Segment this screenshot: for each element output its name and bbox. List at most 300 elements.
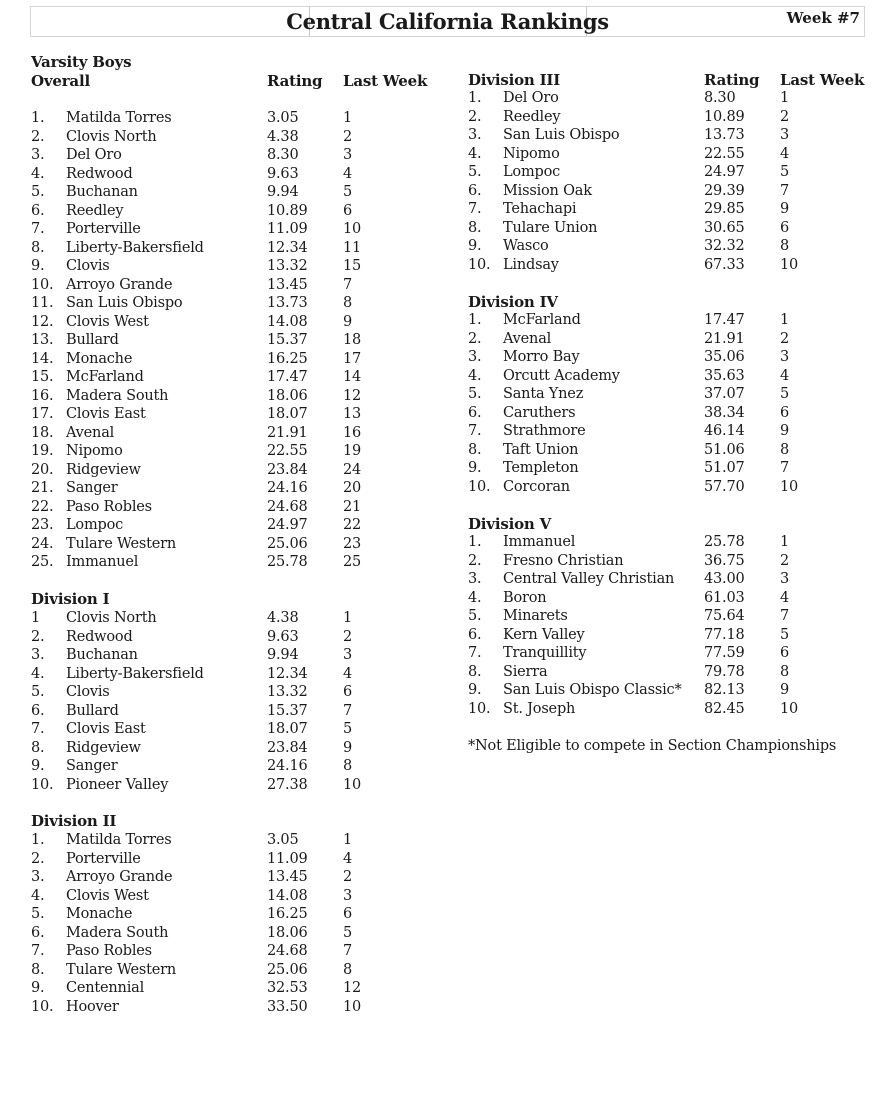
last-week-cell: 3 [780, 571, 790, 587]
team-name-cell: Clovis [66, 684, 110, 700]
team-name-cell: Nipomo [503, 145, 560, 162]
rank-cell: 10. [468, 700, 491, 717]
table-row [31, 758, 451, 777]
team-name-cell: Clovis North [66, 128, 157, 145]
table-row [31, 703, 451, 722]
team-name-cell: Tehachapi [503, 201, 577, 217]
column-header-last-week: Last Week [780, 71, 865, 89]
last-week-cell: 13 [343, 406, 362, 422]
rank-cell: 1. [468, 534, 482, 550]
last-week-cell: 21 [343, 498, 362, 515]
rank-cell: 4. [31, 665, 45, 682]
rank-cell: 7. [31, 721, 45, 737]
table-row [31, 351, 451, 370]
rating-cell: 37.07 [704, 386, 745, 402]
title-banner [30, 6, 865, 37]
team-name-cell: Clovis West [66, 887, 149, 904]
team-name-cell: Caruthers [503, 404, 576, 421]
table-row [468, 331, 888, 350]
rating-cell: 24.16 [267, 480, 308, 496]
rank-cell: 19. [31, 443, 54, 459]
rating-cell: 30.65 [704, 219, 745, 236]
rating-cell: 17.47 [704, 312, 745, 328]
table-row [31, 332, 451, 351]
rating-cell: 27.38 [267, 776, 308, 793]
rank-cell: 4. [31, 887, 45, 904]
team-name-cell: Paso Robles [66, 498, 152, 515]
table-row [468, 645, 888, 664]
rank-cell: 14. [31, 350, 54, 367]
team-name-cell: Lompoc [66, 517, 124, 533]
rank-cell: 17. [31, 406, 54, 422]
rank-cell: 5. [468, 608, 482, 624]
last-week-cell: 4 [780, 589, 790, 606]
team-name-cell: Tulare Western [66, 535, 177, 552]
last-week-cell: 10 [780, 700, 799, 717]
team-name-cell: Tulare Western [66, 961, 177, 978]
table-row [31, 721, 451, 740]
last-week-cell: 7 [780, 182, 790, 199]
last-week-cell: 2 [343, 128, 353, 145]
last-week-cell: 1 [780, 90, 790, 106]
team-name-cell: Arroyo Grande [66, 869, 173, 885]
team-name-cell: Madera South [66, 924, 169, 941]
rating-cell: 46.14 [704, 423, 745, 439]
rating-cell: 24.97 [267, 517, 308, 533]
table-row [31, 277, 451, 296]
table-row [31, 129, 451, 148]
rank-cell: 2. [31, 128, 45, 145]
rating-cell: 8.30 [704, 90, 736, 106]
rating-cell: 77.59 [704, 645, 745, 661]
table-row [468, 701, 888, 720]
table-row [468, 442, 888, 461]
last-week-cell: 9 [343, 739, 353, 756]
team-name-cell: San Luis Obispo [66, 295, 183, 311]
team-name-cell: San Luis Obispo [503, 127, 620, 143]
last-week-cell: 18 [343, 332, 362, 348]
rating-cell: 43.00 [704, 571, 745, 587]
table-row [31, 629, 451, 648]
team-name-cell: Santa Ynez [503, 386, 584, 402]
rating-cell: 9.94 [267, 184, 299, 200]
last-week-cell: 12 [343, 980, 362, 996]
team-name-cell: Ridgeview [66, 739, 141, 756]
table-row [468, 571, 888, 590]
last-week-cell: 1 [343, 832, 353, 848]
last-week-cell: 19 [343, 443, 362, 459]
rating-cell: 23.84 [267, 461, 308, 478]
table-row [468, 405, 888, 424]
last-week-cell: 3 [780, 349, 790, 365]
table-row [31, 999, 451, 1018]
team-name-cell: Porterville [66, 221, 141, 237]
rating-cell: 51.07 [704, 460, 745, 476]
table-row [468, 109, 888, 128]
rank-cell: 3. [468, 571, 482, 587]
last-week-cell: 12 [343, 387, 362, 404]
last-week-cell: 1 [780, 534, 790, 550]
table-row [31, 684, 451, 703]
team-name-cell: Sierra [503, 663, 548, 680]
team-name-cell: Sanger [66, 758, 118, 774]
team-name-cell: Central Valley Christian [503, 571, 675, 587]
rank-cell: 5. [468, 386, 482, 402]
table-row [31, 184, 451, 203]
last-week-cell: 8 [343, 295, 353, 311]
team-name-cell: Immanuel [503, 534, 576, 550]
table-row [31, 962, 451, 981]
team-name-cell: Porterville [66, 850, 141, 867]
table-row [31, 832, 451, 851]
team-name-cell: Buchanan [66, 647, 138, 663]
last-week-cell: 9 [780, 682, 790, 698]
rating-cell: 18.07 [267, 721, 308, 737]
rating-cell: 24.16 [267, 758, 308, 774]
table-row [468, 312, 888, 331]
rating-cell: 22.55 [704, 145, 745, 162]
rank-cell: 4. [31, 165, 45, 182]
last-week-cell: 5 [343, 184, 353, 200]
rating-cell: 13.32 [267, 258, 308, 274]
rating-cell: 67.33 [704, 256, 745, 273]
rank-cell: 6. [31, 924, 45, 941]
last-week-cell: 11 [343, 239, 362, 256]
rank-cell: 2. [31, 628, 45, 645]
rank-cell: 3. [31, 869, 45, 885]
rating-cell: 24.97 [704, 164, 745, 180]
table-row [468, 460, 888, 479]
rating-cell: 3.05 [267, 832, 299, 848]
table-row [31, 647, 451, 666]
last-week-cell: 3 [343, 147, 353, 163]
rating-cell: 57.70 [704, 478, 745, 495]
table-row [31, 147, 451, 166]
rating-cell: 18.06 [267, 924, 308, 941]
table-row [468, 164, 888, 183]
table-row [31, 221, 451, 240]
rank-cell: 5. [31, 184, 45, 200]
table-row [31, 517, 451, 536]
team-name-cell: Ridgeview [66, 461, 141, 478]
rank-cell: 24. [31, 535, 54, 552]
team-name-cell: Reedley [503, 108, 561, 125]
table-row [468, 368, 888, 387]
table-row [31, 777, 451, 796]
last-week-cell: 2 [343, 869, 353, 885]
rating-cell: 25.06 [267, 535, 308, 552]
last-week-cell: 3 [343, 647, 353, 663]
rank-cell: 1. [31, 110, 45, 126]
team-name-cell: McFarland [66, 369, 144, 385]
rating-cell: 32.53 [267, 980, 308, 996]
table-row [468, 664, 888, 683]
rank-cell: 1. [468, 90, 482, 106]
column-header-rating: Rating [267, 72, 323, 90]
rank-cell: 3. [31, 147, 45, 163]
table-row [468, 682, 888, 701]
rating-cell: 21.91 [704, 330, 745, 347]
team-name-cell: Strathmore [503, 423, 586, 439]
last-week-cell: 2 [780, 108, 790, 125]
table-row [31, 425, 451, 444]
table-row [31, 980, 451, 999]
last-week-cell: 25 [343, 554, 362, 570]
team-name-cell: Morro Bay [503, 349, 580, 365]
rank-cell: 10. [31, 776, 54, 793]
table-row [468, 590, 888, 609]
table-row [31, 388, 451, 407]
team-name-cell: Redwood [66, 165, 133, 182]
table-row [468, 627, 888, 646]
last-week-cell: 7 [343, 943, 353, 959]
last-week-cell: 7 [780, 608, 790, 624]
table-row [468, 608, 888, 627]
rating-cell: 14.08 [267, 887, 308, 904]
table-row [31, 666, 451, 685]
last-week-cell: 7 [780, 460, 790, 476]
team-name-cell: Monache [66, 350, 133, 367]
rank-cell: 2. [468, 108, 482, 125]
table-row [468, 534, 888, 553]
footnote: *Not Eligible to compete in Section Championships [468, 738, 837, 754]
rank-cell: 25. [31, 554, 54, 570]
team-name-cell: Arroyo Grande [66, 276, 173, 293]
rank-cell: 9. [468, 682, 482, 698]
last-week-cell: 3 [343, 887, 353, 904]
team-name-cell: Fresno Christian [503, 552, 624, 569]
last-week-cell: 10 [780, 478, 799, 495]
rating-cell: 61.03 [704, 589, 745, 606]
team-name-cell: Templeton [503, 460, 579, 476]
rank-cell: 8. [468, 219, 482, 236]
rank-cell: 2. [468, 330, 482, 347]
last-week-cell: 8 [780, 663, 790, 680]
last-week-cell: 10 [343, 221, 362, 237]
rating-cell: 17.47 [267, 369, 308, 385]
rank-cell: 6. [468, 182, 482, 199]
last-week-cell: 7 [343, 702, 353, 719]
team-name-cell: St. Joseph [503, 700, 576, 717]
rating-cell: 13.45 [267, 276, 308, 293]
last-week-cell: 22 [343, 517, 362, 533]
rank-cell: 7. [31, 943, 45, 959]
table-row [31, 869, 451, 888]
rank-cell: 5. [31, 684, 45, 700]
rank-cell: 4. [468, 145, 482, 162]
last-week-cell: 7 [343, 276, 353, 293]
rank-cell: 18. [31, 424, 54, 441]
table-row [468, 127, 888, 146]
team-name-cell: Matilda Torres [66, 832, 172, 848]
team-name-cell: Bullard [66, 332, 119, 348]
rank-cell: 8. [31, 961, 45, 978]
team-name-cell: Clovis North [66, 610, 157, 626]
rank-cell: 9. [468, 238, 482, 254]
rank-cell: 8. [31, 239, 45, 256]
rating-cell: 18.07 [267, 406, 308, 422]
table-row [31, 443, 451, 462]
table-row [31, 406, 451, 425]
last-week-cell: 8 [343, 961, 353, 978]
last-week-cell: 1 [343, 610, 353, 626]
table-row [31, 369, 451, 388]
rating-cell: 25.78 [704, 534, 745, 550]
rank-cell: 6. [31, 702, 45, 719]
rating-cell: 13.73 [704, 127, 745, 143]
team-name-cell: Monache [66, 906, 133, 922]
last-week-cell: 4 [343, 165, 353, 182]
team-name-cell: Centennial [66, 980, 145, 996]
rank-cell: 1. [31, 832, 45, 848]
team-name-cell: Matilda Torres [66, 110, 172, 126]
rating-cell: 13.32 [267, 684, 308, 700]
table-row [31, 258, 451, 277]
rank-cell: 8. [31, 739, 45, 756]
rank-cell: 7. [468, 201, 482, 217]
rating-cell: 15.37 [267, 332, 308, 348]
rank-cell: 9. [31, 980, 45, 996]
rating-cell: 13.73 [267, 295, 308, 311]
rating-cell: 29.85 [704, 201, 745, 217]
last-week-cell: 6 [780, 404, 790, 421]
table-row [31, 554, 451, 573]
rating-cell: 4.38 [267, 128, 299, 145]
rank-cell: 23. [31, 517, 54, 533]
team-name-cell: Reedley [66, 202, 124, 219]
team-name-cell: Paso Robles [66, 943, 152, 959]
last-week-cell: 8 [780, 238, 790, 254]
rank-cell: 1 [31, 610, 41, 626]
rank-cell: 3. [468, 349, 482, 365]
team-name-cell: Mission Oak [503, 182, 592, 199]
team-name-cell: Clovis [66, 258, 110, 274]
rating-cell: 16.25 [267, 350, 308, 367]
rank-cell: 6. [468, 404, 482, 421]
table-row [31, 166, 451, 185]
team-name-cell: Avenal [66, 424, 115, 441]
last-week-cell: 6 [343, 906, 353, 922]
rank-cell: 10. [31, 276, 54, 293]
table-row [468, 146, 888, 165]
team-name-cell: McFarland [503, 312, 581, 328]
table-row [468, 220, 888, 239]
table-row [31, 480, 451, 499]
last-week-cell: 16 [343, 424, 362, 441]
last-week-cell: 5 [780, 626, 790, 643]
rating-cell: 13.45 [267, 869, 308, 885]
last-week-cell: 6 [343, 202, 353, 219]
team-name-cell: Tulare Union [503, 219, 598, 236]
rank-cell: 3. [31, 647, 45, 663]
table-row [31, 295, 451, 314]
rank-cell: 16. [31, 387, 54, 404]
last-week-cell: 10 [343, 998, 362, 1015]
rank-cell: 1. [468, 312, 482, 328]
table-row [31, 240, 451, 259]
rating-cell: 10.89 [267, 202, 308, 219]
rating-cell: 3.05 [267, 110, 299, 126]
team-name-cell: Kern Valley [503, 626, 585, 643]
team-name-cell: Tranquillity [503, 645, 587, 661]
table-row [468, 479, 888, 498]
rating-cell: 9.63 [267, 165, 299, 182]
last-week-cell: 4 [780, 367, 790, 384]
team-name-cell: Sanger [66, 480, 118, 496]
rank-cell: 13. [31, 332, 54, 348]
rating-cell: 38.34 [704, 404, 745, 421]
rank-cell: 7. [31, 221, 45, 237]
table-row [31, 499, 451, 518]
table-row [468, 90, 888, 109]
last-week-cell: 10 [343, 776, 362, 793]
rank-cell: 5. [468, 164, 482, 180]
rank-cell: 20. [31, 461, 54, 478]
rank-cell: 11. [31, 295, 54, 311]
team-name-cell: Clovis West [66, 313, 149, 330]
rating-cell: 11.09 [267, 850, 308, 867]
rank-cell: 2. [31, 850, 45, 867]
table-row [468, 423, 888, 442]
rating-cell: 9.94 [267, 647, 299, 663]
last-week-cell: 6 [780, 645, 790, 661]
team-name-cell: Pioneer Valley [66, 776, 169, 793]
table-row [31, 110, 451, 129]
rating-cell: 22.55 [267, 443, 308, 459]
table-row [31, 462, 451, 481]
rating-cell: 33.50 [267, 998, 308, 1015]
rating-cell: 11.09 [267, 221, 308, 237]
rank-cell: 4. [468, 589, 482, 606]
team-name-cell: Redwood [66, 628, 133, 645]
team-name-cell: Liberty-Bakersfield [66, 665, 204, 682]
rank-cell: 7. [468, 423, 482, 439]
team-name-cell: Orcutt Academy [503, 367, 620, 384]
team-name-cell: Lindsay [503, 256, 559, 273]
rating-cell: 18.06 [267, 387, 308, 404]
table-row [468, 238, 888, 257]
last-week-cell: 2 [780, 552, 790, 569]
table-row [31, 536, 451, 555]
last-week-cell: 1 [343, 110, 353, 126]
rating-cell: 23.84 [267, 739, 308, 756]
rating-cell: 25.78 [267, 554, 308, 570]
rank-cell: 21. [31, 480, 54, 496]
last-week-cell: 15 [343, 258, 362, 274]
last-week-cell: 8 [343, 758, 353, 774]
section-heading-division-2: Division II [31, 812, 117, 830]
last-week-cell: 1 [780, 312, 790, 328]
rank-cell: 12. [31, 313, 54, 330]
team-name-cell: Del Oro [503, 90, 559, 106]
last-week-cell: 6 [343, 684, 353, 700]
section-heading-division-4: Division IV [468, 293, 558, 311]
table-row [468, 349, 888, 368]
last-week-cell: 20 [343, 480, 362, 496]
rank-cell: 8. [468, 441, 482, 458]
last-week-cell: 3 [780, 127, 790, 143]
rating-cell: 12.34 [267, 239, 308, 256]
rating-cell: 35.63 [704, 367, 745, 384]
section-heading-division-3: Division III [468, 71, 561, 89]
last-week-cell: 2 [343, 628, 353, 645]
team-name-cell: Nipomo [66, 443, 123, 459]
rank-cell: 8. [468, 663, 482, 680]
team-name-cell: Liberty-Bakersfield [66, 239, 204, 256]
last-week-cell: 5 [780, 386, 790, 402]
section-heading-division-1: Division I [31, 590, 110, 608]
last-week-cell: 4 [780, 145, 790, 162]
